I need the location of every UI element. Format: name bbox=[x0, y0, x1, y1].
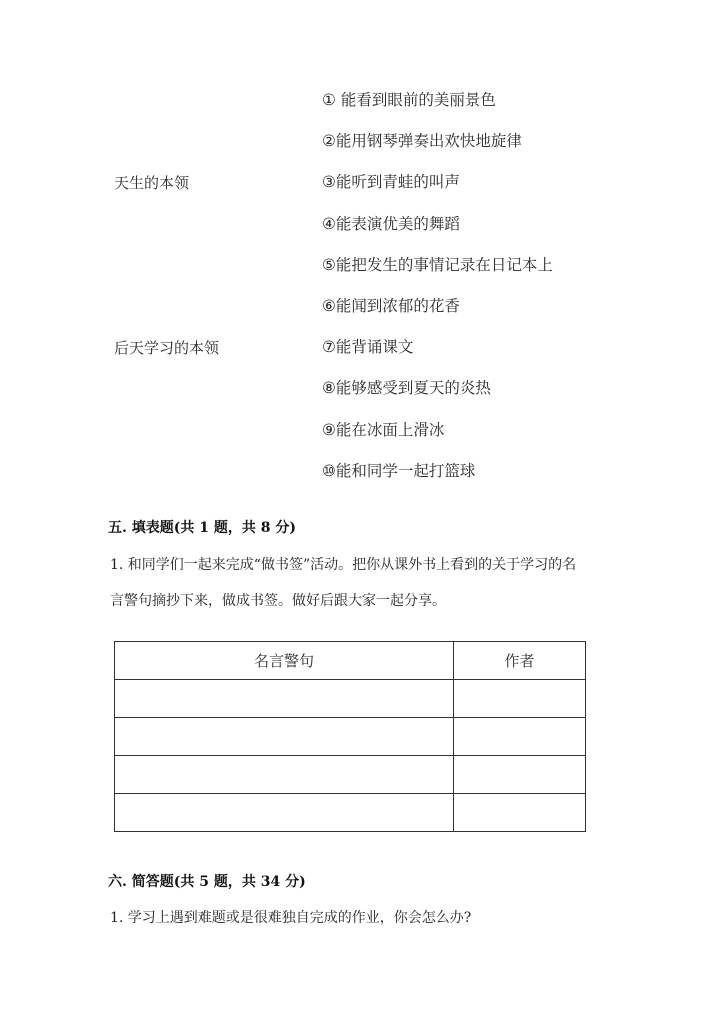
option-item: ④能表演优美的舞蹈 bbox=[322, 214, 460, 233]
table-row bbox=[115, 680, 586, 718]
header-author: 作者 bbox=[454, 642, 586, 680]
table-row bbox=[115, 794, 586, 832]
option-item: ⑧能够感受到夏天的炎热 bbox=[322, 379, 491, 398]
option-item: ③能听到青蛙的叫声 bbox=[322, 173, 460, 192]
question-text-line1: 1. 和同学们一起来完成“做书签”活动。把你从课外书上看到的关于学习的名 bbox=[110, 557, 577, 573]
section-five-title: 五. 填表题(共 1 题，共 8 分) bbox=[108, 520, 296, 536]
question-text-line2: 言警句摘抄下来，做成书签。做好后跟大家一起分享。 bbox=[110, 593, 446, 609]
author-cell[interactable] bbox=[454, 756, 586, 794]
author-cell[interactable] bbox=[454, 794, 586, 832]
table-header-row bbox=[115, 642, 586, 680]
option-item: ① 能看到眼前的美丽景色 bbox=[322, 91, 496, 109]
quotes-table bbox=[114, 641, 586, 832]
short-answer-question: 1. 学习上遇到难题或是很难独自完成的作业，你会怎么办? bbox=[110, 910, 472, 926]
table-row bbox=[115, 718, 586, 756]
category-learned: 后天学习的本领 bbox=[114, 339, 220, 357]
quote-cell[interactable] bbox=[115, 756, 454, 794]
author-cell[interactable] bbox=[454, 680, 586, 718]
category-innate: 天生的本领 bbox=[114, 174, 190, 192]
author-cell[interactable] bbox=[454, 718, 586, 756]
option-item: ⑨能在冰面上滑冰 bbox=[322, 420, 445, 439]
option-item: ⑥能闻到浓郁的花香 bbox=[322, 296, 460, 315]
quote-cell[interactable] bbox=[115, 680, 454, 718]
option-item: ⑤能把发生的事情记录在日记本上 bbox=[322, 255, 553, 274]
ability-options-list bbox=[322, 90, 553, 502]
quote-cell[interactable] bbox=[115, 794, 454, 832]
header-quote: 名言警句 bbox=[115, 642, 454, 680]
option-item: ⑦能背诵课文 bbox=[322, 338, 414, 357]
table-row bbox=[115, 756, 586, 794]
section-six-title: 六. 简答题(共 5 题，共 34 分) bbox=[108, 874, 306, 890]
option-item: ②能用钢琴弹奏出欢快地旋律 bbox=[322, 132, 522, 151]
option-item: ⑩能和同学一起打篮球 bbox=[322, 461, 476, 480]
quote-cell[interactable] bbox=[115, 718, 454, 756]
